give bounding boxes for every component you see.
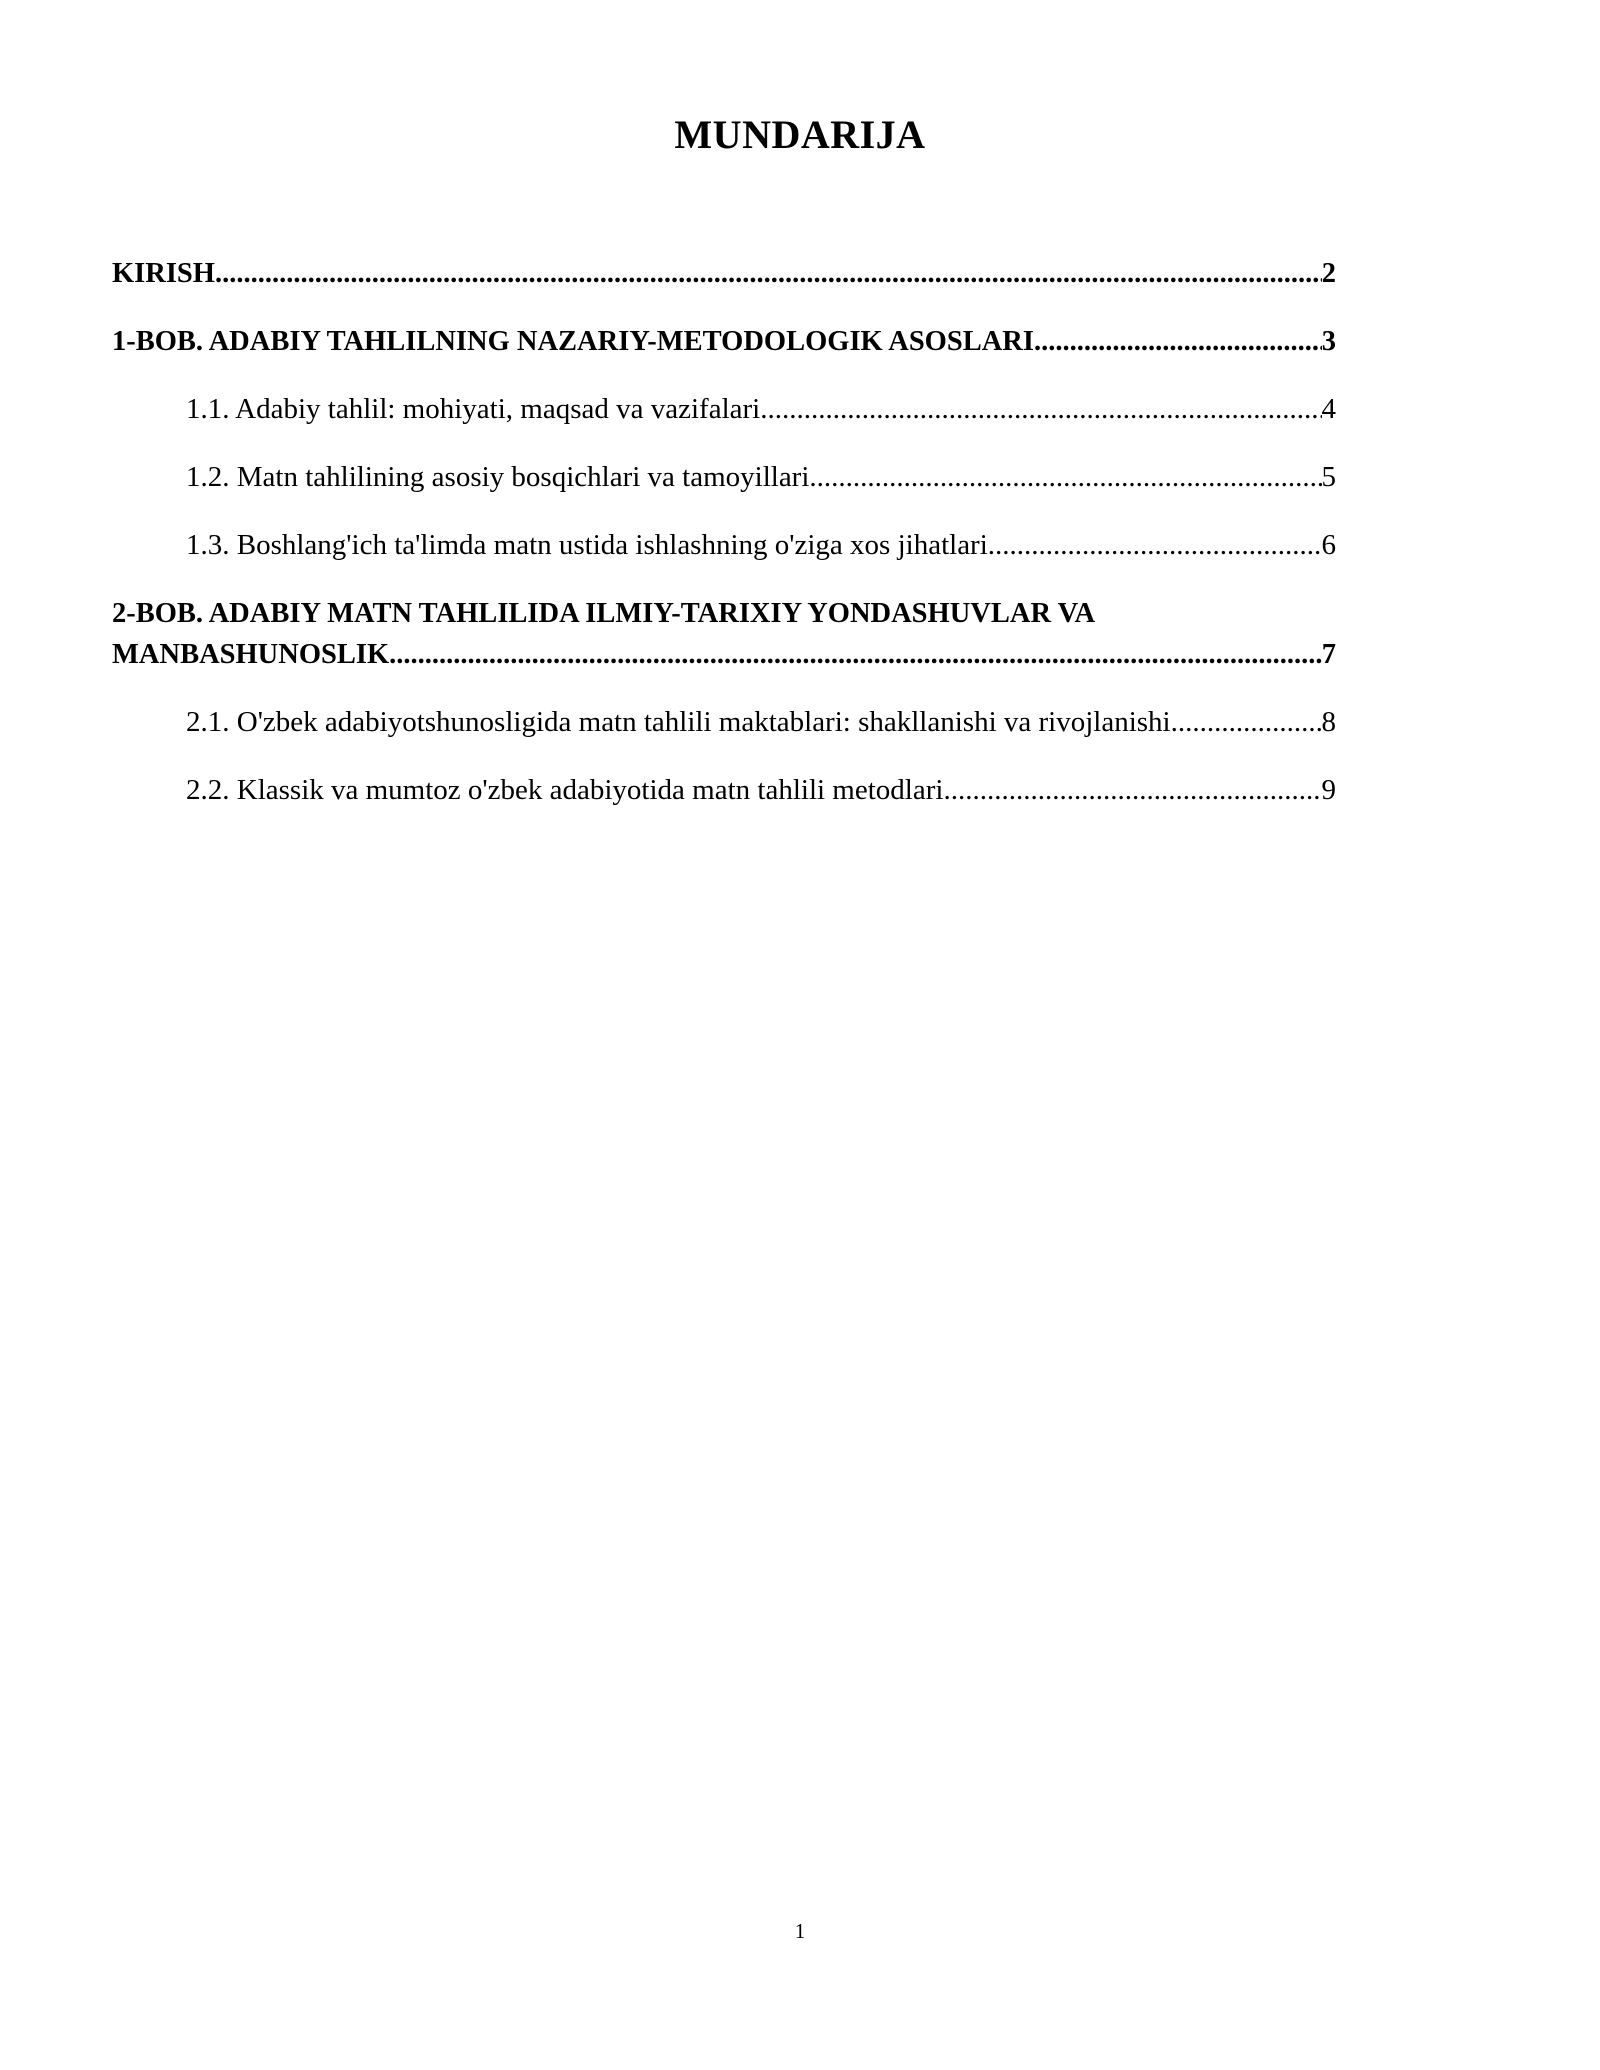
toc-entry-page: 5 (1321, 461, 1336, 493)
table-of-contents (112, 253, 1336, 838)
toc-entry-title: 1.3. Boshlang'ich ta'limda matn ustida ishlashning o'ziga xos jihatlari (186, 529, 988, 561)
toc-entry-page: 3 (1321, 326, 1336, 357)
toc-dot-leader (760, 389, 1321, 430)
toc-entry-title: 1.1. Adabiy tahlil: mohiyati, maqsad va vazifalari (186, 393, 761, 425)
toc-entry-title-line2: MANBASHUNOSLIK (112, 639, 390, 670)
toc-entry-section-2-1[interactable] (112, 702, 1336, 743)
toc-entry-page: 8 (1321, 706, 1336, 738)
toc-dot-leader (1171, 702, 1322, 743)
toc-entry-title: 1-BOB. ADABIY TAHLILNING NAZARIY-METODOLOGIK ASOSLARI (112, 326, 1034, 357)
toc-entry-title: 2.1. O'zbek adabiyotshunosligida matn tahlili maktablari: shakllanishi va rivojlanishi (186, 706, 1171, 738)
toc-entry-section-1-3[interactable] (112, 525, 1336, 566)
toc-entry-page: 7 (1321, 639, 1336, 670)
toc-dot-leader (943, 770, 1321, 811)
page-title: MUNDARIJA (674, 112, 926, 157)
toc-entry-section-1-1[interactable] (112, 389, 1336, 430)
toc-entry-chapter-2[interactable] (112, 593, 1336, 675)
toc-entry-title: KIRISH (112, 258, 215, 289)
toc-entry-page: 4 (1321, 393, 1336, 425)
toc-dot-leader (389, 634, 1322, 675)
page-number: 1 (794, 1919, 806, 1943)
toc-dot-leader (215, 253, 1322, 294)
toc-entry-page: 9 (1321, 774, 1336, 806)
toc-entry-section-1-2[interactable] (112, 457, 1336, 498)
toc-entry-title: 1.2. Matn tahlilining asosiy bosqichlari va tamoyillari (186, 461, 810, 493)
toc-entry-page: 2 (1321, 258, 1336, 289)
toc-entry-page: 6 (1321, 529, 1336, 561)
toc-entry-title-line1: 2-BOB. ADABIY MATN TAHLILIDA ILMIY-TARIXIY YONDASHUVLAR VA (112, 598, 1096, 629)
toc-dot-leader (988, 525, 1322, 566)
toc-dot-leader (1034, 321, 1322, 362)
toc-entry-section-2-2[interactable] (112, 770, 1336, 811)
toc-dot-leader (809, 457, 1321, 498)
toc-entry-title: 2.2. Klassik va mumtoz o'zbek adabiyotida matn tahlili metodlari (186, 774, 944, 806)
toc-entry-kirish[interactable] (112, 253, 1336, 294)
toc-entry-chapter-1[interactable] (112, 321, 1336, 362)
